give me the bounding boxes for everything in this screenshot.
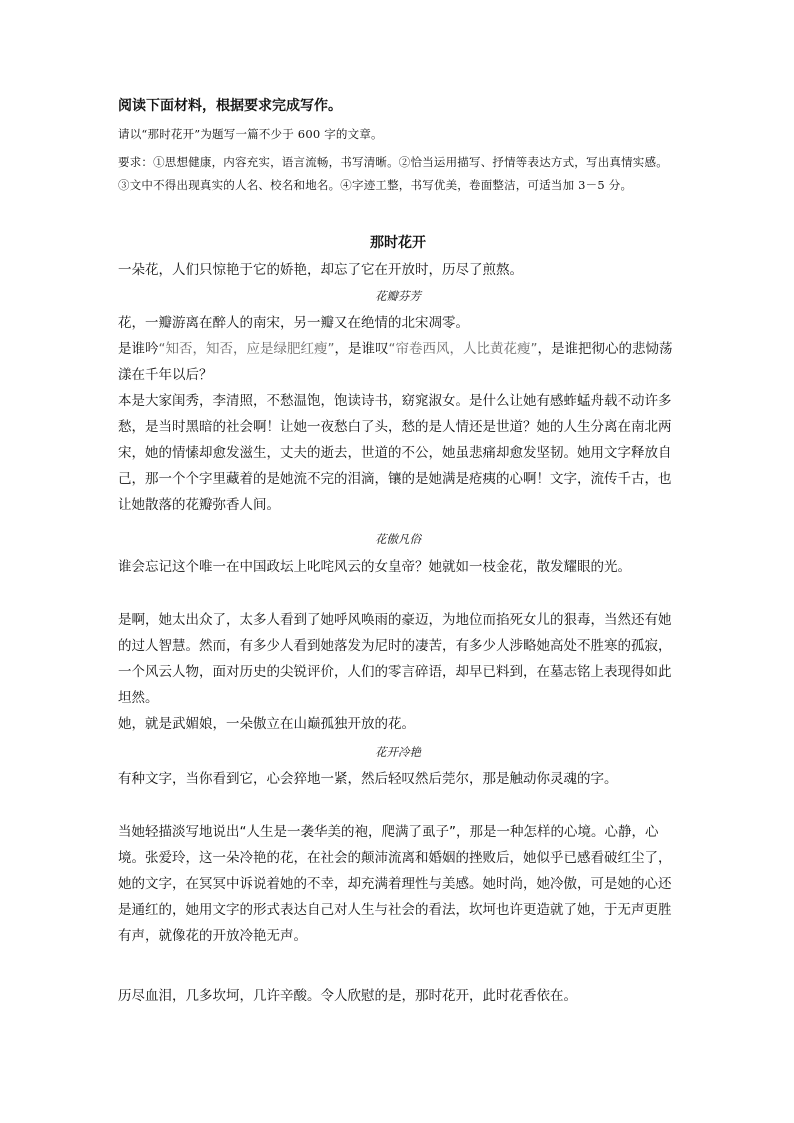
section-2-paragraph-1: 谁会忘记这个唯一在中国政坛上叱咤风云的女皇帝？她就如一枝金花，散发耀眼的光。 — [118, 559, 631, 575]
essay-conclusion: 历尽血泪，几多坎坷，几许辛酸。令人欣慰的是，那时花开，此时花香依在。 — [118, 988, 577, 1004]
instruction-title: 阅读下面材料，根据要求完成写作。 — [118, 98, 342, 114]
section-subtitle-3: 花开冷艳 — [375, 745, 421, 759]
section-subtitle-1: 花瓣芬芳 — [375, 289, 421, 303]
section-3-paragraph-2: 当她轻描淡写地说出“人生是一袭华美的袍，爬满了虱子”，那是一种怎样的心境。心静，心境。张爱玲，这一朵冷艳的花，在社会的颠沛流离和婚姻的挫败后，她似乎已感看破红尘了，她的文字，在冥冥中诉说着她的不幸，却充满着理性与美感。她时尚，她冷傲，可是她的心还是通红的，她用文字的形式表达自己对人生与社会的看法，坎坷也许更造就了她，于无声更胜有声，就像花的开放冷艳无声。 — [118, 824, 672, 944]
essay-prompt: 请以“那时花开”为题写一篇不少于 600 字的文章。 — [118, 127, 383, 141]
poem-quote-1: “知否，知否，应是绿肥红瘦” — [158, 341, 335, 357]
section-subtitle-2: 花傲凡俗 — [375, 532, 421, 546]
section-1-paragraph-3: 本是大家闺秀，李清照，不愁温饱，饱读诗书，窈窕淑女。是什么让她有感蚱蜢舟载不动许多愁，是当时黑暗的社会啊！让她一夜愁白了头，愁的是人情还是世道？她的人生分离在南北两宋，她的情愫却愈发滋生，丈夫的逝去，世道的不公，她虽悲痛却愈发坚韧。她用文字释放自己，那一个个字里藏着的是她流不完的泪滴，镶的是她满是疮痍的心啊！文字，流传千古，也让她散落的花瓣弥香人间。 — [118, 393, 672, 513]
essay-title: 那时花开 — [370, 235, 426, 251]
essay-intro: 一朵花，人们只惊艳于它的娇艳，却忘了它在开放时，历尽了煎熬。 — [118, 262, 523, 278]
poem-quote-2: “帘卷西风，人比黄花瘦” — [388, 341, 538, 357]
section-2-paragraph-3: 她，就是武媚娘，一朵傲立在山巅孤独开放的花。 — [118, 716, 415, 732]
section-2-paragraph-2: 是啊，她太出众了，太多人看到了她呼风唤雨的豪迈，为地位而掐死女儿的狠毒，当然还有她的过人智慧。然而，有多少人看到她落发为尼时的凄苦，有多少人涉略她高处不胜寒的孤寂，一个风云人物，面对历史的尖锐评价，人们的零言碎语，却早已料到，在墓志铭上表现得如此坦然。 — [118, 612, 672, 706]
section-1-paragraph-2: 是谁吟“知否，知否，应是绿肥红瘦”，是谁叹“帘卷西风，人比黄花瘦”，是谁把彻心的悲恸荡漾在千年以后？ — [118, 341, 673, 383]
section-3-paragraph-1: 有种文字，当你看到它，心会猝地一紧，然后轻叹然后莞尔，那是触动你灵魂的字。 — [118, 771, 618, 787]
section-1-paragraph-1: 花，一瓣游离在醉人的南宋，另一瓣又在绝情的北宋凋零。 — [118, 315, 469, 331]
essay-requirements: 要求：①思想健康，内容充实，语言流畅，书写清晰。②恰当运用描写、抒情等表达方式，写出真情实感。③文中不得出现真实的人名、校名和地名。④字迹工整，书写优美，卷面整洁，可适当加 3－5 分。 — [118, 155, 668, 192]
